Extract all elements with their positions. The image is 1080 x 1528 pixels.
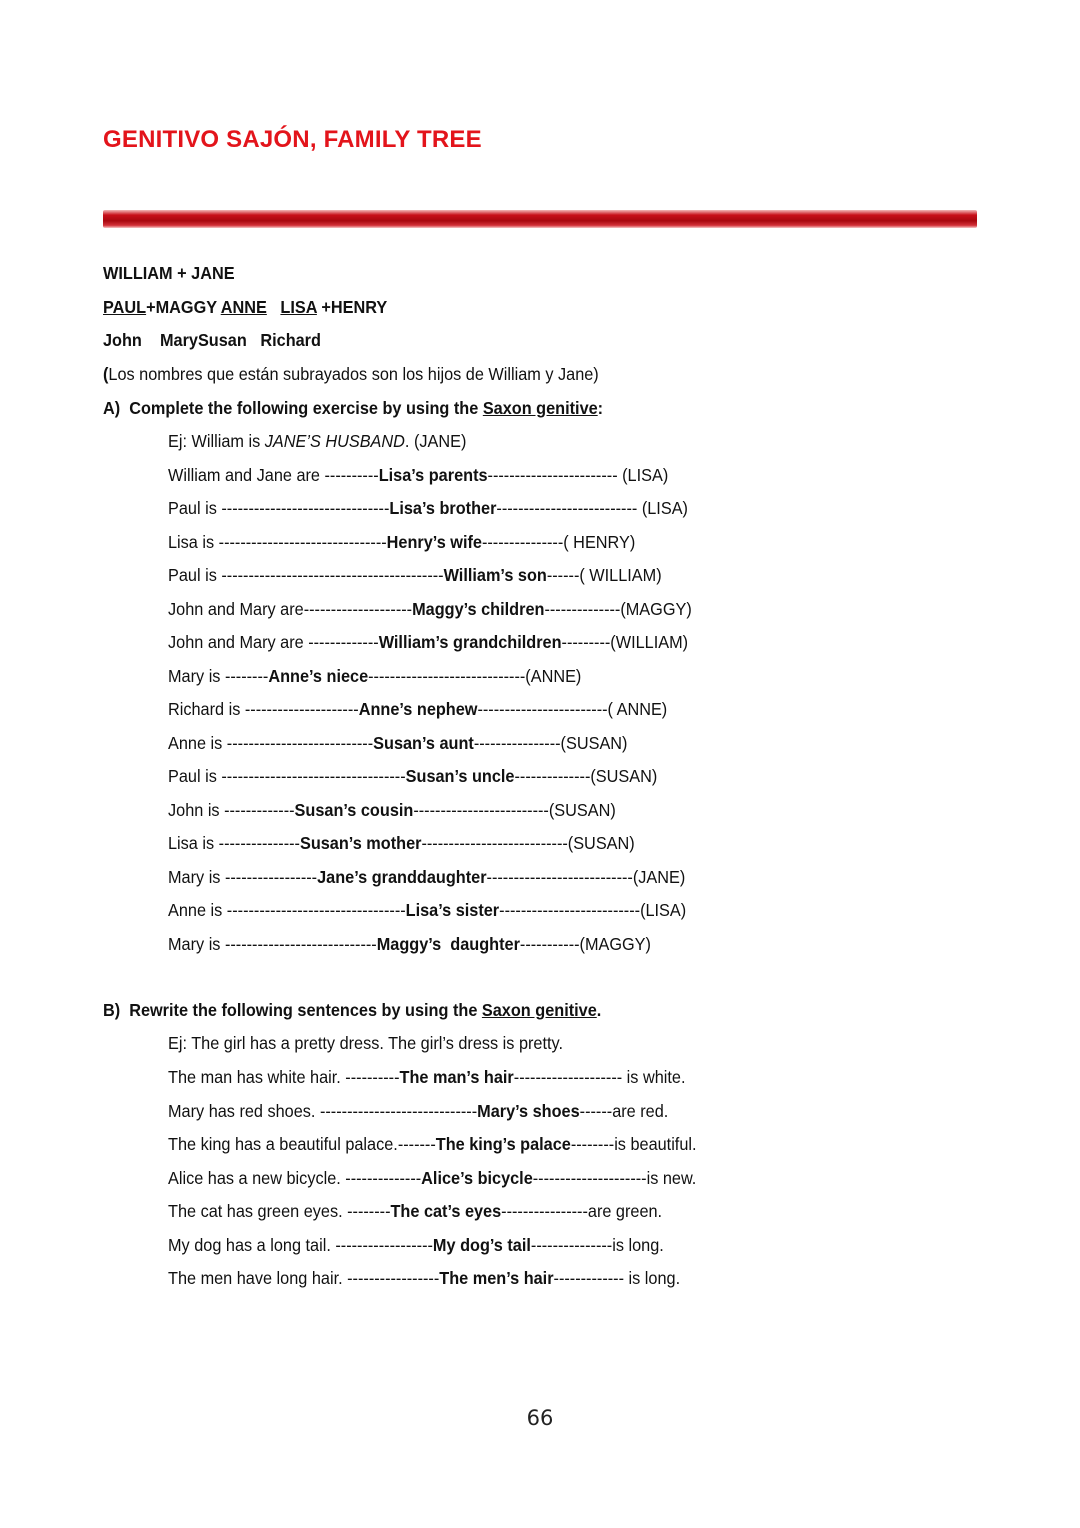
exercise-a-item-pre: Lisa is ------------------------------- [168,531,387,552]
section-b-heading-text: B) Rewrite the following sentences by using the [103,1000,482,1020]
exercise-a-item-answer: Anne’s nephew [358,699,478,719]
exercise-b-item-post: --------is beautiful. [570,1134,697,1154]
exercise-a-item [168,564,662,586]
tree-lisa: LISA [280,297,317,317]
exercise-b-item-post: ------are red. [579,1100,669,1121]
section-b-heading-link: Saxon genitive [481,1000,597,1020]
section-b-heading-end: . [596,1000,602,1020]
exercise-a-item-answer: Lisa’s parents [378,464,488,485]
exercise-a-item-pre: Paul is ------------------------------- [168,498,390,518]
exercise-a-item [168,665,581,687]
exercise-b-item-post: ---------------------is new. [532,1167,697,1188]
exercise-a-item [168,799,616,821]
exercise-a-item-post: -------------------------(SUSAN) [413,799,616,820]
exercise-b-item-pre: The men have long hair. ----------------- [168,1268,440,1288]
exercise-a-item-post: ---------------------------(SUSAN) [421,833,635,853]
exercise-a-item [168,732,627,754]
section-a-heading [103,397,603,419]
exercise-a-item-pre: John and Mary are-------------------- [168,598,413,619]
exercise-a-item-pre: Paul is ----------------------------------------- [168,565,444,585]
exercise-a-item-answer: Maggy’s daughter [376,933,520,954]
exercise-a-item-post: -----------------------------(ANNE) [368,665,582,686]
exercise-b-item-pre: The king has a beautiful palace.------- [168,1134,436,1154]
exercise-a-item-post: -----------(MAGGY) [519,933,651,954]
section-a-heading-link: Saxon genitive [482,398,598,418]
exercise-b-item-answer: My dog’s tail [432,1234,531,1255]
tree-note [103,363,599,385]
tree-note-text: Los nombres que están subrayados son los hijos de William y Jane) [108,364,599,384]
exercise-a-item-post: --------------(MAGGY) [544,598,692,619]
exercise-b-item-answer: The king’s palace [435,1134,571,1154]
tree-row-parents: WILLIAM + JANE [103,263,235,283]
exercise-a-item-answer: Susan’s mother [299,833,422,853]
exercise-a-item-post: ---------(WILLIAM) [561,632,689,652]
exercise-a-item-pre: Mary is ---------------------------- [168,933,377,954]
exercise-a-item-pre: John is ------------- [168,799,295,820]
tree-row-children [103,296,387,318]
exercise-a-item-pre: Richard is --------------------- [168,699,359,719]
exercise-a-item-pre: Paul is ---------------------------------- [168,766,406,786]
exercise-a-item-post: --------------(SUSAN) [514,766,658,786]
exercise-a-item-pre: John and Mary are ------------- [168,632,379,652]
exercise-a-item [168,531,635,553]
exercise-a-item-answer: Susan’s cousin [294,799,414,820]
exercise-a-item-post: ---------------( HENRY) [481,531,636,552]
exercise-b-item [168,1100,668,1122]
exercise-a-item-answer: Jane’s granddaughter [317,866,487,887]
exercise-b-item-post: ------------- is long. [553,1268,681,1288]
exercise-a-item-pre: Anne is --------------------------------- [168,900,406,920]
exercise-b-item-pre: Alice has a new bicycle. -------------- [168,1167,422,1188]
exercise-a-item-post: --------------------------(LISA) [499,900,687,920]
tree-maggy: +MAGGY [146,297,221,317]
exercise-b-item-answer: The man’s hair [399,1067,514,1087]
exercise-b-item-post: -------------------- is white. [513,1067,686,1087]
exercise-b-item [168,1167,696,1189]
section-b-example: Ej: The girl has a pretty dress. The girl’s dress is pretty. [168,1033,563,1053]
page-title: GENITIVO SAJÓN, FAMILY TREE [103,126,482,153]
exercise-b-item [168,1133,697,1155]
exercise-a-item [168,598,692,620]
example-prefix: Ej: William is [168,431,265,451]
exercise-a-item-pre: Mary is ----------------- [168,866,318,887]
example-suffix: . (JANE) [404,431,467,451]
exercise-b-item-pre: The cat has green eyes. -------- [168,1201,391,1221]
exercise-a-item [168,497,688,519]
exercise-a-item-answer: William’s son [443,565,547,585]
exercise-a-item [168,866,685,888]
exercise-b-item [168,1066,685,1088]
section-a-heading-text: A) Complete the following exercise by using the [103,398,483,418]
example-answer: JANE’S HUSBAND [264,431,405,451]
tree-note-paren: ( [103,364,109,384]
exercise-b-item-post: ---------------is long. [530,1234,664,1255]
page-number: 66 [526,1406,554,1430]
exercise-b-item-answer: Mary’s shoes [477,1100,580,1121]
exercise-a-item-post: -------------------------- (LISA) [496,498,688,518]
exercise-a-item [168,933,651,955]
tree-anne: ANNE [220,297,267,317]
exercise-a-item [168,832,635,854]
exercise-a-item-answer: Lisa’s sister [405,900,500,920]
tree-row-grandchildren: John MarySusan Richard [103,330,321,350]
exercise-a-item-post: ------------------------( ANNE) [477,699,668,719]
exercise-a-item-pre: Lisa is --------------- [168,833,300,853]
exercise-b-item [168,1234,664,1256]
exercise-a-item-post: ------------------------ (LISA) [487,464,669,485]
exercise-b-item-answer: The men’s hair [439,1268,554,1288]
exercise-b-item-answer: Alice’s bicycle [421,1167,533,1188]
exercise-a-item-answer: Susan’s uncle [405,766,515,786]
exercise-a-item-post: ---------------------------(JANE) [486,866,686,887]
exercise-a-item [168,698,667,720]
exercise-a-item-answer: Anne’s niece [268,665,369,686]
exercise-a-item-pre: Anne is --------------------------- [168,732,374,753]
exercise-a-item-answer: Susan’s aunt [373,732,474,753]
section-a-heading-end: : [597,398,604,418]
exercise-a-item-answer: Henry’s wife [386,531,482,552]
exercise-b-item-pre: The man has white hair. ---------- [168,1067,400,1087]
exercise-a-item-post: ------( WILLIAM) [546,565,662,585]
exercise-b-item [168,1267,680,1289]
exercise-a-item-pre: William and Jane are ---------- [168,464,379,485]
tree-henry: +HENRY [316,297,388,317]
exercise-a-item [168,899,686,921]
section-b-heading [103,999,601,1021]
tree-paul: PAUL [103,297,147,317]
exercise-b-item-pre: My dog has a long tail. ------------------ [168,1234,433,1255]
exercise-a-item [168,464,668,486]
exercise-a-item-answer: Lisa’s brother [389,498,497,518]
exercise-a-item [168,631,688,653]
exercise-b-item [168,1200,662,1222]
exercise-a-item-answer: William’s grandchildren [378,632,562,652]
section-a-example [168,430,466,452]
exercise-a-item-answer: Maggy’s children [412,598,545,619]
exercise-a-item [168,765,657,787]
exercise-b-item-answer: The cat’s eyes [390,1201,502,1221]
exercise-b-item-post: ----------------are green. [501,1201,663,1221]
exercise-a-item-pre: Mary is -------- [168,665,269,686]
title-divider [103,210,977,228]
tree-gap [267,297,281,317]
exercise-b-item-pre: Mary has red shoes. ----------------------------- [168,1100,478,1121]
exercise-a-item-post: ----------------(SUSAN) [473,732,628,753]
